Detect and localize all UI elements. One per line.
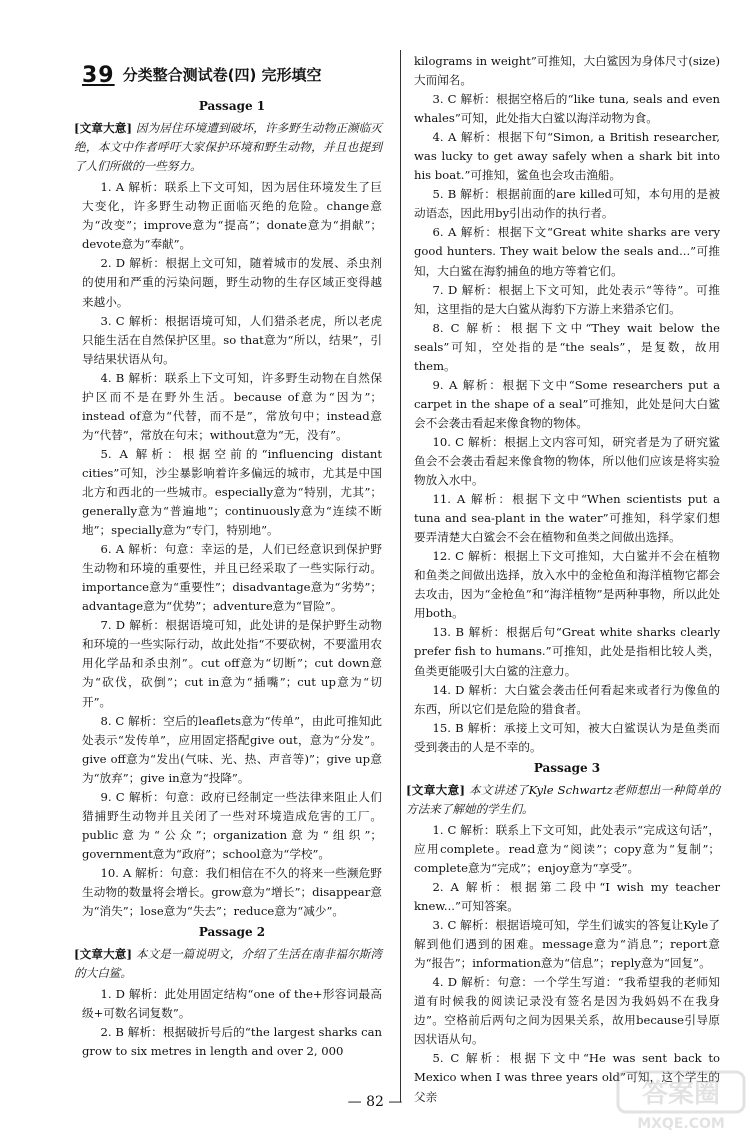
right-column [406, 52, 720, 1107]
summary-text: 本文是一篇说明文，介绍了生活在南非福尔斯湾的大白鲨。 [74, 947, 383, 981]
section-title: 分类整合测试卷(四) 完形填空 [122, 66, 322, 84]
answer-explanation: 2. A 解析：根据第二段中“I wish my teacher knew...”可知答案。 [414, 880, 720, 914]
answer-explanation: 13. B 解析：根据后句“Great white sharks clearly prefer fish to humans.”可推知，此处是指相比较人类，鱼类更能吸引大白鲨的注意力。 [414, 625, 720, 678]
answer-explanation: 5. B 解析：根据前面的are killed可知，本句用的是被动语态，因此用by引出动作的执行者。 [414, 187, 720, 221]
svg-text:MXQE.COM: MXQE.COM [637, 1116, 725, 1132]
answer-explanation: 4. B 解析：联系上下文可知，许多野生动物在自然保护区而不是在野外生活。because of意为“因为”；instead of意为“代替，而不是”，常放句中；instead意为“代替”，常放在句末；without意为“无，没有”。 [82, 370, 382, 442]
answer-explanation: 1. A 解析：联系上下文可知，因为居住环境发生了巨大变化，许多野生动物正面临灭绝的危险。change意为“改变”；improve意为“提高”；donate意为“捐献”；devote意为“奉献”。 [82, 180, 382, 252]
answer-explanation: 6. A 解析：根据下文“Great white sharks are very good hunters. They wait below the seals and...”可推知，大白鲨在海豹捕鱼的地方等着它们。 [414, 225, 720, 278]
summary-text: 本文讲述了Kyle Schwartz老师想出一种简单的方法来了解她的学生们。 [406, 782, 720, 816]
answer-explanation: 10. A 解析：句意：我们相信在不久的将来一些濒危野生动物的数量将会增长。grow意为“增长”；disappear意为“消失”；lose意为“失去”；reduce意为“减少”。 [82, 865, 382, 919]
answer-explanation: 7. D 解析：根据语境可知，此处讲的是保护野生动物和环境的一些实际行动，故此处指“不要砍树，不要滥用农用化学品和杀虫剂”。cut off意为“切断”；cut down意为“砍伐，砍倒”；cut in意为“插嘴”；cut up意为“切开”。 [82, 618, 382, 709]
answer-explanation: 6. A 解析：句意：幸运的是，人们已经意识到保护野生动物和环境的重要性，并且已经采取了一些实际行动。importance意为“重要性”；disadvantage意为“劣势”；advantage意为“优势”；adventure意为“冒险”。 [82, 542, 382, 614]
left-column-content [74, 97, 383, 1061]
answer-explanation: 1. C 解析：联系上下文可知，此处表示“完成这句话”，应用complete。read意为“阅读”；copy意为“复制”；complete意为“完成”；enjoy意为“享受”。 [414, 822, 720, 875]
section-number-badge: 39 [82, 63, 115, 88]
answer-explanation: 15. B 解析：承接上文可知，被大白鲨误认为是鱼类而受到袭击的人是不幸的。 [414, 720, 720, 754]
summary-tag: [文章大意] [406, 782, 465, 797]
watermark-logo [616, 1070, 746, 1134]
summary-text: 因为居住环境遭到破坏，许多野生动物正濒临灭绝，本文中作者呼吁大家保护环境和野生动物，并且也提到了人们所做的一些努力。 [74, 121, 383, 174]
column-divider [400, 50, 401, 1102]
answer-explanation: 7. D 解析：根据上下文可知，此处表示“等待”。可推知，这里指的是大白鲨从海豹下方游上来猎杀它们。 [414, 282, 720, 316]
answer-explanation: 9. A 解析：根据下文中“Some researchers put a carpet in the shape of a seal”可推知，此处是问大白鲨会不会袭击看起来像食物的物体。 [414, 377, 720, 430]
passage-heading: Passage 1 [198, 99, 266, 114]
answer-explanation: 11. A 解析：根据下文中“When scientists put a tuna and sea-plant in the water”可推知，科学家们想要弄清楚大白鲨会不会在植物和鱼类之间做出选择。 [414, 492, 720, 545]
answer-explanation: kilograms in weight”可推知，大白鲨因为身体尺寸(size)大而闻名。 [414, 54, 720, 88]
article-summary [74, 119, 382, 176]
page-number: — 82 — [347, 1094, 403, 1110]
right-column-content [406, 52, 720, 1107]
answer-explanation: 8. C 解析：根据下文中“They wait below the seals”可知，空处指的是“the seals”，是复数，故用them。 [414, 320, 720, 373]
section-header [82, 63, 382, 88]
answer-explanation: 4. D 解析：句意：一个学生写道：“我希望我的老师知道有时候我的阅读记录没有签名是因为我妈妈不在我身边”。空格前后两句之间为因果关系，故用because引导原因状语从句。 [414, 975, 720, 1047]
passage-heading: Passage 2 [198, 925, 266, 940]
summary-tag: [文章大意] [74, 121, 133, 136]
answer-explanation: 5. A 解析：根据空前的“influencing distant cities”可知，沙尘暴影响着许多偏远的城市，尤其是中国北方和西北的一些城市。especially意为“特别，尤其”；generally意为“普遍地”；continuously意为“连续不断地”；specially意为“专门，特别地”。 [82, 446, 382, 538]
answer-explanation: 3. C 解析：根据空格后的“like tuna, seals and even whales”可知，此处指大白鲨以海洋动物为食。 [414, 92, 720, 126]
answer-explanation: 10. C 解析：根据上文内容可知，研究者是为了研究鲨鱼会不会袭击看起来像食物的物体，所以他们应该是将实验物放入水中。 [414, 434, 720, 488]
answer-explanation: 8. C 解析：空后的leaflets意为“传单”，由此可推知此处表示“发传单”，应用固定搭配give out，意为“分发”。give off意为“发出(气味、光、热、声音等)”；give up意为“放弃”；give in意为“投降”。 [82, 713, 382, 785]
answer-explanation: 9. C 解析：句意：政府已经制定一些法律来阻止人们猎捕野生动物并且关闭了一些对环境造成危害的工厂。public意为“公众”；organization意为“组织”；government意为“政府”；school意为“学校”。 [82, 789, 382, 861]
answer-explanation: 14. D 解析：大白鲨会袭击任何看起来或者行为像鱼的东西，所以它们是危险的猎食者。 [414, 682, 720, 716]
answer-explanation: 3. C 解析：根据语境可知，人们猎杀老虎，所以老虎只能生活在自然保护区里。so that意为“所以，结果”，引导结果状语从句。 [82, 313, 382, 366]
passage-heading: Passage 3 [533, 760, 601, 775]
answer-explanation: 4. A 解析：根据下句“Simon, a British researcher, was lucky to get away safely when a shark bit into his boat.”可推知，鲨鱼也会攻击渔船。 [414, 130, 720, 183]
summary-tag: [文章大意] [74, 947, 133, 962]
left-column [74, 56, 383, 1061]
answer-explanation: 3. C 解析：根据语境可知，学生们诚实的答复让Kyle了解到他们遇到的困难。message意为“消息”；report意为“报告”；information意为“信息”；reply意为“回复”。 [414, 918, 720, 971]
answer-explanation: 2. D 解析：根据上文可知，随着城市的发展、杀虫剂的使用和严重的污染问题，野生动物的生存区域正变得越来越小。 [82, 256, 382, 309]
answer-explanation: 2. B 解析：根据破折号后的“the largest sharks can grow to six metres in length and over 2, 000 [82, 1025, 382, 1059]
svg-text:答案圈: 答案圈 [641, 1079, 721, 1109]
answer-explanation: 12. C 解析：根据上下文可推知，大白鲨并不会在植物和鱼类之间做出选择，放入水中的金枪鱼和海洋植物它都会去攻击，因为“金枪鱼”和“海洋植物”是两种事物，所以此处用both。 [414, 549, 720, 621]
answer-explanation: 1. D 解析：此处用固定结构“one of the+形容词最高级+可数名词复数”。 [82, 987, 382, 1021]
article-summary [74, 945, 382, 983]
article-summary [406, 781, 720, 819]
answer-explanation: 5. C 解析：根据下文中“He was sent back to Mexico when I was three years old”可知，这个学生的父亲 [414, 1051, 720, 1104]
